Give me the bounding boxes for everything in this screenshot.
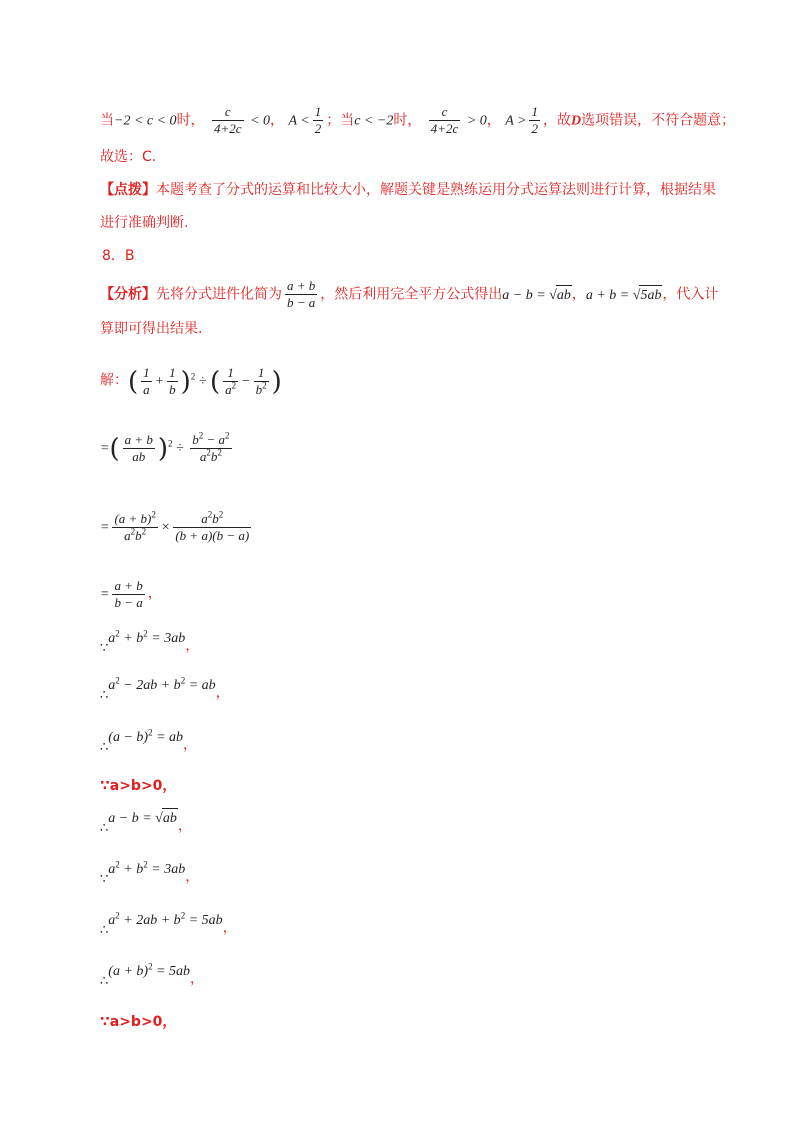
answer-line: 故选：C. bbox=[100, 149, 157, 165]
derive-a-minus-b-sqrt bbox=[100, 808, 192, 839]
math-a-minus-b-sq-eq-ab: $(a - b)^2$ = ab bbox=[108, 727, 184, 745]
math-a-plus-b-sqrt: a + b = √5ab bbox=[586, 288, 663, 303]
text-dang: 当 bbox=[100, 112, 114, 129]
math-step-3: = $\frac{a + b}{b - a}$ bbox=[100, 578, 143, 610]
because-symbol-2: ∵ bbox=[100, 872, 109, 887]
math-expression-original: ( $\frac{1}{a}$ + $\frac{1}{b}$ )$^2$ ÷ ( $\frac{1}{a^2}$ − $\frac{1}{b^2}$ ) bbox=[128, 365, 282, 397]
math-frac-c-4plus2c: $\frac{c}{4+2c}$ bbox=[214, 104, 242, 136]
because-symbol: ∵ bbox=[100, 641, 109, 656]
solution-step-3 bbox=[100, 578, 162, 611]
math-a2-plus-b2-eq-3ab-2: $a^2 + b^2 = 3ab$ bbox=[108, 859, 186, 877]
condition-a-gt-b-gt-0: ∵a>b>0， bbox=[100, 778, 177, 794]
text-comma-9: ， bbox=[222, 920, 237, 936]
fenxi-text-2: ，然后利用完全平方公式得出 bbox=[320, 286, 503, 303]
text-comma-6: ， bbox=[183, 737, 198, 753]
fenxi-comma: ， bbox=[571, 286, 586, 303]
line-case-analysis bbox=[100, 104, 735, 137]
solution-step-2 bbox=[100, 511, 254, 544]
text-comma-4: ， bbox=[185, 638, 200, 654]
dianbo-tag: 【点拨】 bbox=[100, 182, 156, 198]
therefore-symbol-4: ∴ bbox=[100, 923, 109, 938]
math-a-minus-b-eq-sqrt-ab: a − b = √ab bbox=[108, 811, 178, 826]
dianbo-text-1: 本题考查了分式的运算和比较大小，解题关键是熟练运用分式运算法则进行计算，根据结果 bbox=[156, 182, 716, 198]
math-frac-half: $\frac{1}{2}$ bbox=[314, 104, 322, 136]
dianbo-line-1 bbox=[100, 180, 716, 200]
derive-a-plus-b-squared bbox=[100, 961, 204, 992]
math-a2-plus-b2-eq-3ab: $a^2 + b^2 = 3ab$ bbox=[108, 628, 186, 646]
text-jie: 解： bbox=[100, 372, 128, 389]
text-comma-7: ， bbox=[177, 818, 192, 834]
math-frac-half-2: $\frac{1}{2}$ bbox=[531, 104, 538, 136]
fenxi-text-3: ，代入计 bbox=[662, 286, 719, 303]
math-step-2: = $\frac{(a + b)^2}{a^2b^2}$ × $\frac{a^2b^2}{(b + a)(b - a)}$ bbox=[100, 509, 250, 543]
text-comma-3: ， bbox=[147, 585, 162, 602]
math-a2-plus-2ab-plus-b2-eq-5ab: $a^2 + 2ab + b^2 = 5ab$ bbox=[108, 910, 223, 928]
math-step-1: =( $\frac{a + b}{ab}$ )$^2$ ÷ $\frac{b^2 - a^2}{a^2b^2}$ bbox=[100, 430, 230, 464]
text-comma: ， bbox=[270, 112, 285, 129]
derive-a-minus-b-squared bbox=[100, 727, 197, 758]
fenxi-tag: 【分析】 bbox=[100, 286, 156, 303]
math-frac-c-4plus2c-2: $\frac{c}{4+2c}$ bbox=[430, 104, 459, 136]
math-gt0: > 0 bbox=[463, 113, 487, 129]
given-a2-plus-b2-2 bbox=[100, 859, 199, 890]
text-comma-10: ， bbox=[190, 971, 205, 987]
fenxi-line-2: 算即可得出结果. bbox=[100, 321, 203, 337]
question-8: 8．B bbox=[102, 248, 135, 264]
text-semi-dang: ；当 bbox=[326, 112, 355, 129]
math-range-2: c < −2 bbox=[354, 113, 394, 129]
fenxi-line-1 bbox=[100, 278, 718, 311]
text-comma-5: ， bbox=[215, 685, 230, 701]
math-A-lt-half: A < bbox=[288, 113, 310, 129]
derive-a2-minus-2ab bbox=[100, 675, 230, 706]
text-shi: 时， bbox=[176, 112, 205, 129]
math-a2-minus-2ab-plus-b2-eq-ab: $a^2 - 2ab + b^2$ = ab bbox=[108, 675, 216, 693]
fenxi-text-1: 先将分式进件化简为 bbox=[156, 286, 282, 303]
text-comma-8: ， bbox=[185, 869, 200, 885]
therefore-symbol: ∴ bbox=[100, 688, 109, 703]
math-a-minus-b-sqrt: a − b = √ab bbox=[502, 288, 572, 303]
math-frac-aplusb-bminusa: $\frac{a + b}{b - a}$ bbox=[287, 278, 316, 310]
derive-a2-plus-2ab bbox=[100, 910, 237, 941]
therefore-symbol-5: ∴ bbox=[100, 974, 109, 989]
math-A-gt-half: A > bbox=[505, 113, 527, 129]
text-d-rest: 选项错误，不符合题意； bbox=[581, 112, 736, 129]
dianbo-line-2: 进行准确判断. bbox=[100, 215, 189, 231]
text-shi-2: 时， bbox=[393, 112, 422, 129]
text-gu: ，故 bbox=[542, 112, 571, 129]
math-range-1: −2 < c < 0 bbox=[114, 113, 177, 129]
text-d-letter: D bbox=[570, 113, 582, 129]
therefore-symbol-3: ∴ bbox=[100, 821, 109, 836]
given-a2-plus-b2 bbox=[100, 628, 199, 659]
solution-step-1 bbox=[100, 432, 235, 465]
math-lt0: < 0 bbox=[246, 113, 271, 129]
solution-start bbox=[100, 365, 282, 398]
math-a-plus-b-sq-eq-5ab: $(a + b)^2 = 5ab$ bbox=[108, 961, 191, 979]
condition-a-gt-b-gt-0-2: ∵a>b>0， bbox=[100, 1014, 177, 1030]
therefore-symbol-2: ∴ bbox=[100, 740, 109, 755]
text-comma-2: ， bbox=[486, 112, 501, 129]
